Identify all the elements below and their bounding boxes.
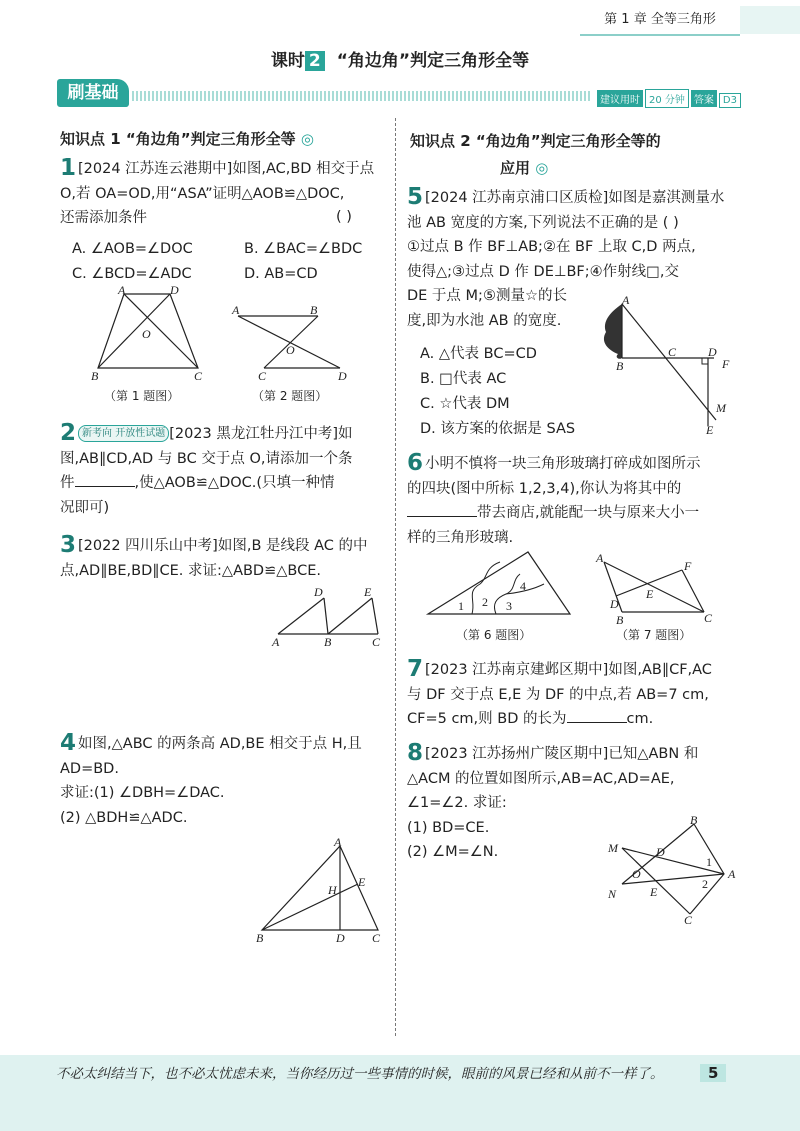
svg-text:C: C	[372, 635, 381, 649]
q1-option-b: B. ∠BAC=∠BDC	[244, 241, 363, 257]
question-2: 2 新考向 开放性试题 [2023 黑龙江牡丹江中考]如 图,AB∥CD,AD 与 BC 交于点 O,请添加一个条 件 ,使△AOB≌△DOC.(只填一种情 况即可)	[60, 420, 353, 516]
svg-text:E: E	[358, 875, 366, 889]
figure-6	[424, 548, 574, 620]
q1-answer-paren: ( )	[336, 209, 352, 225]
page-number: 5	[700, 1064, 726, 1082]
q1-option-c: C. ∠BCD=∠ADC	[72, 266, 192, 282]
question-5: 5 [2024 江苏南京浦口区质检]如图是嘉淇测量水 池 AB 宽度的方案,下列说法不正确的是 ( ) ①过点 B 作 BF⊥AB;②在 BF 上取 C,D 两点, 使得△;③过点 D 作 DE⊥BF;④作射线□,交 DE 于点 M;⑤测量☆的长 度,即为水池 AB 的宽度.	[407, 184, 725, 329]
footer-quote: 不必太纠结当下，也不必太忧虑未来，当你经历过一些事情的时候，眼前的风景已经和从前不一样了。	[56, 1066, 664, 1082]
question-6: 6 小明不慎将一块三角形玻璃打碎成如图所示 的四块(图中所标 1,2,3,4),你认为将其中的 带去商店,就能配一块与原来大小一 样的三角形玻璃.	[407, 450, 701, 546]
svg-text:A: A	[118, 283, 126, 297]
svg-text:E: E	[706, 423, 714, 437]
question-3: 3 [2022 四川乐山中考]如图,B 是线段 AC 的中 点,AD∥BE,BD∥CE. 求证:△ABD≌△BCE.	[60, 532, 368, 579]
svg-text:B: B	[91, 369, 99, 383]
q5-option-a: A. △代表 BC=CD	[420, 346, 537, 362]
svg-text:D: D	[170, 283, 179, 297]
svg-text:C: C	[668, 345, 677, 359]
svg-text:4: 4	[520, 579, 526, 593]
svg-text:B: B	[616, 359, 624, 373]
svg-text:O: O	[632, 867, 641, 881]
svg-text:B: B	[310, 303, 318, 317]
svg-text:E: E	[646, 587, 654, 601]
knowledge-point-2-title-line2: 应用 ◎	[500, 159, 549, 177]
svg-text:A: A	[272, 635, 280, 649]
question-1: 1 [2024 江苏连云港期中]如图,AC,BD 相交于点 O,若 OA=OD,用“ASA”证明△AOB≌△DOC, 还需添加条件	[60, 155, 375, 226]
svg-text:C: C	[258, 369, 267, 383]
figure-5	[596, 293, 736, 438]
svg-text:A: A	[232, 303, 240, 317]
svg-text:H: H	[328, 883, 337, 897]
svg-text:E: E	[364, 585, 372, 599]
svg-text:A: A	[334, 835, 342, 849]
figure-6-caption: （第 6 题图）	[456, 628, 532, 642]
figure-7	[596, 552, 716, 628]
svg-text:B: B	[324, 635, 332, 649]
q5-option-c: C. ☆代表 DM	[420, 396, 510, 412]
section-badge: 刷基础	[57, 79, 129, 107]
svg-text:D: D	[336, 931, 345, 945]
q1-option-a: A. ∠AOB=∠DOC	[72, 241, 193, 257]
svg-text:O: O	[142, 327, 151, 341]
svg-text:F: F	[684, 559, 692, 573]
column-divider	[395, 118, 396, 1036]
figure-8	[604, 813, 744, 927]
figure-3	[272, 585, 392, 652]
question-4: 4 如图,△ABC 的两条高 AD,BE 相交于点 H,且 AD=BD. 求证:(1) ∠DBH=∠DAC. (2) △BDH≌△ADC.	[60, 730, 362, 826]
svg-text:C: C	[372, 931, 381, 945]
figure-4	[254, 835, 394, 946]
q5-option-b: B. □代表 AC	[420, 371, 507, 387]
svg-text:3: 3	[506, 599, 512, 613]
question-7: 7 [2023 江苏南京建邺区期中]如图,AB∥CF,AC 与 DF 交于点 E,E 为 DF 的中点,若 AB=7 cm, CF=5 cm,则 BD 的长为 cm.	[407, 656, 712, 727]
svg-text:C: C	[684, 913, 693, 927]
svg-text:B: B	[690, 813, 698, 827]
svg-text:D: D	[338, 369, 347, 383]
question-8: 8 [2023 江苏扬州广陵区期中]已知△ABN 和 △ACM 的位置如图所示,AB=AC,AD=AE, ∠1=∠2. 求证: (1) BD=CE. (2) ∠M=∠N.	[407, 740, 699, 860]
figure-2-caption: （第 2 题图）	[252, 389, 328, 403]
svg-text:B: B	[616, 613, 624, 627]
q2-answer-blank	[75, 486, 135, 487]
svg-text:2: 2	[482, 595, 488, 609]
svg-text:O: O	[286, 343, 295, 357]
figure-7-caption: （第 7 题图）	[616, 628, 692, 642]
svg-text:M: M	[608, 841, 618, 855]
figure-1	[90, 283, 210, 386]
figure-2	[228, 300, 358, 383]
svg-text:1: 1	[458, 599, 464, 613]
svg-text:2: 2	[702, 877, 708, 891]
svg-text:M: M	[716, 401, 726, 415]
svg-text:D: D	[656, 845, 665, 859]
svg-text:C: C	[194, 369, 203, 383]
banner-stripes	[132, 91, 592, 101]
svg-text:A: A	[622, 293, 630, 307]
svg-text:B: B	[256, 931, 264, 945]
svg-text:A: A	[728, 867, 736, 881]
q6-answer-blank	[407, 516, 477, 517]
svg-text:D: D	[610, 597, 619, 611]
time-info: 建议用时 20 分钟 答案 D3	[597, 89, 743, 108]
svg-text:C: C	[704, 611, 713, 625]
q7-answer-blank	[567, 722, 627, 723]
chapter-header: 第 1 章 全等三角形	[580, 6, 740, 36]
knowledge-point-2-title: 知识点 2 “角边角”判定三角形全等的	[410, 132, 661, 150]
lesson-title: 课时 2 “角边角”判定三角形全等	[270, 51, 530, 71]
svg-text:E: E	[650, 885, 658, 899]
new-direction-tag: 新考向 开放性试题	[78, 425, 169, 442]
q5-option-d: D. 该方案的依据是 SAS	[420, 421, 576, 437]
figure-1-caption: （第 1 题图）	[104, 389, 180, 403]
q1-option-d: D. AB=CD	[244, 266, 318, 282]
svg-text:1: 1	[706, 855, 712, 869]
svg-text:D: D	[708, 345, 717, 359]
lesson-number: 2	[305, 51, 325, 71]
svg-text:F: F	[722, 357, 730, 371]
svg-text:A: A	[596, 551, 604, 565]
knowledge-point-1-title: 知识点 1 “角边角”判定三角形全等 ◎	[60, 130, 314, 148]
svg-text:D: D	[314, 585, 323, 599]
header-accent-bar	[740, 6, 800, 34]
svg-text:N: N	[608, 887, 617, 901]
